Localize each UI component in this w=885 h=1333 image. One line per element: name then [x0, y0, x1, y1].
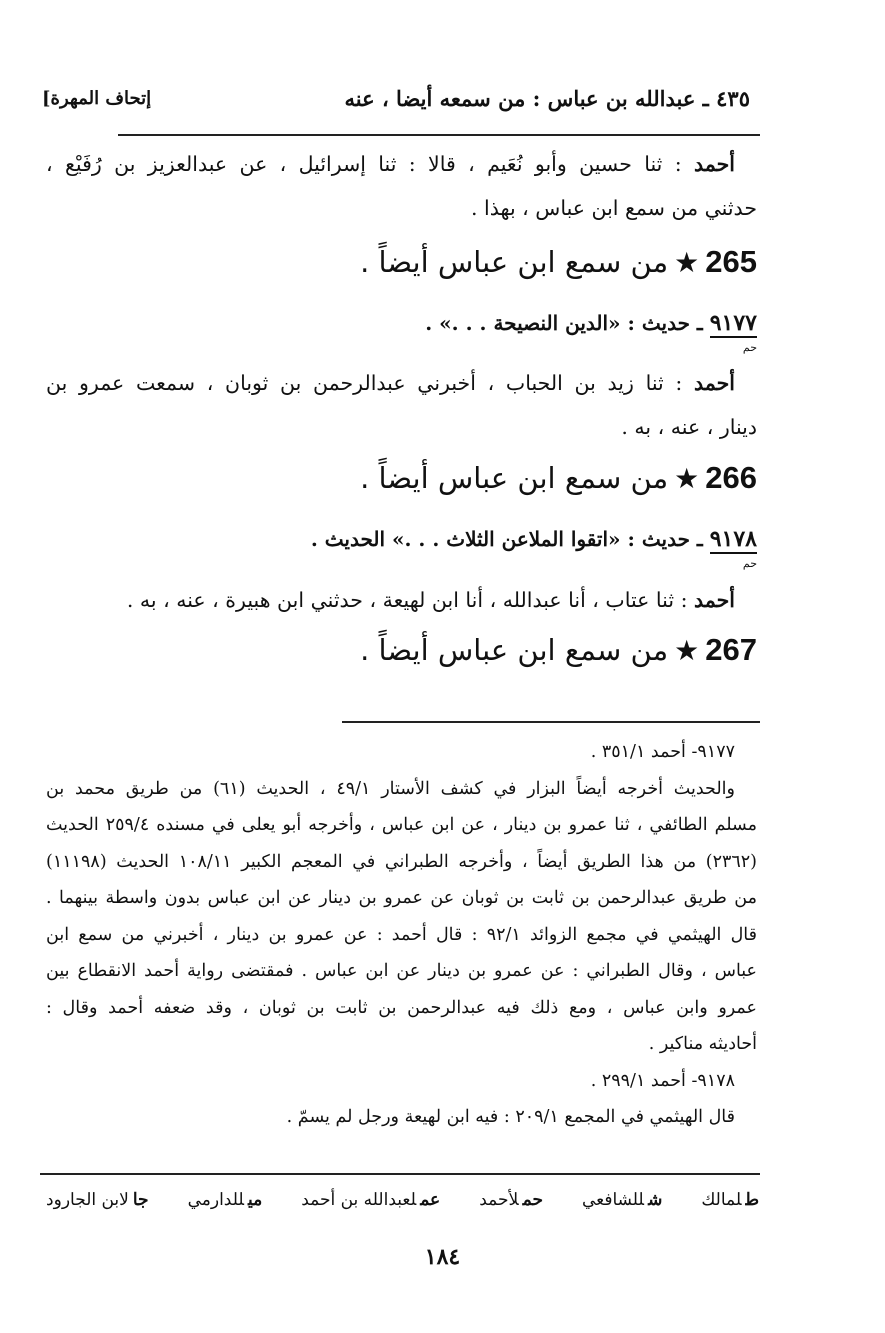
section-heading	[360, 244, 757, 280]
footnote-line: قال الهيثمي في مجمع الزوائد ٩٢/١ : قال أحمد : عن عمرو بن دينار ، أخبرني من سمع ابن	[46, 924, 757, 945]
narrator-lead: أحمد	[694, 588, 735, 612]
legend-item: جالابن الجارود	[46, 1190, 149, 1210]
narrator-lead: أحمد	[694, 371, 735, 395]
intro-line-1-text: : ثنا حسين وأبو نُعَيم ، قالا : ثنا إسرائيل ، عن عبدالعزيز بن رُفَيْع ،	[46, 152, 682, 176]
section-heading	[360, 632, 757, 668]
section-number: 266	[705, 460, 757, 495]
footnote-line: من طريق عبدالرحمن بن ثابت بن ثوبان عن عمرو بن دينار عن ابن عباس بدون واسطة بينهما .	[46, 888, 757, 908]
legend-divider	[40, 1173, 760, 1175]
hadith-matn: «الدين النصيحة . . .» .	[425, 311, 621, 335]
hadith-label: ـ حديث :	[627, 527, 703, 551]
page-number: ١٨٤	[424, 1244, 461, 1270]
section-title-text: من سمع ابن عباس أيضاً .	[360, 461, 669, 495]
intro-line-2: حدثني من سمع ابن عباس ، بهذا .	[471, 196, 757, 220]
section-number: 265	[705, 244, 757, 279]
isnad-line-1-text: : ثنا عتاب ، أنا عبدالله ، أنا ابن لهيعة ، حدثني ابن هبيرة ، عنه ، به .	[126, 588, 688, 612]
legend-item: حملأحمد	[479, 1190, 543, 1210]
intro-paragraph	[46, 142, 757, 230]
footnote-line: قال الهيثمي في المجمع ٢٠٩/١ : فيه ابن لهيعة ورجل لم يسمّ .	[286, 1107, 735, 1127]
footnote-line: والحديث أخرجه أيضاً البزار في كشف الأستار ٤٩/١ ، الحديث (٦١) من طريق محمد بن	[46, 778, 735, 799]
isnad-paragraph	[46, 361, 757, 449]
legend-item: ميللدارمي	[187, 1190, 263, 1210]
hadith-number: ٩١٧٨	[709, 526, 757, 552]
footnote-line: (٢٣٦٢) من هذا الطريق أيضاً ، وأخرجه الطبراني في المعجم الكبير ١٠٨/١١ الحديث (١١١٩٨)	[46, 851, 757, 872]
section-number: 267	[705, 632, 757, 667]
hadith-heading	[425, 310, 757, 336]
legend-item: عملعبدالله بن أحمد	[301, 1190, 441, 1210]
footnote-line: ٩١٧٧- أحمد ٣٥١/١ .	[590, 742, 735, 762]
hadith-heading	[311, 526, 757, 552]
running-header-book-title: [إتحاف المهرة	[42, 88, 152, 109]
isnad-line-1	[46, 578, 757, 622]
footnote-line: أحاديثه مناكير .	[648, 1034, 757, 1054]
source-sigla: حم	[742, 341, 757, 354]
sigla-legend	[46, 1190, 759, 1210]
hadith-label: ـ حديث :	[627, 311, 703, 335]
star-icon: ★	[674, 462, 700, 495]
section-title-text: من سمع ابن عباس أيضاً .	[360, 245, 669, 279]
section-title-text: من سمع ابن عباس أيضاً .	[360, 633, 669, 667]
source-sigla: حم	[742, 557, 757, 570]
legend-item: شللشافعي	[581, 1190, 663, 1210]
header-divider	[118, 134, 760, 136]
narrator-lead: أحمد	[694, 152, 735, 176]
hadith-number: ٩١٧٧	[709, 310, 757, 336]
star-icon: ★	[674, 246, 700, 279]
isnad-line-1-text: : ثنا زيد بن الحباب ، أخبرني عبدالرحمن بن ثوبان ، سمعت عمرو بن	[46, 371, 683, 395]
footnote-line: مسلم الطائفي ، ثنا عمرو بن دينار ، عن ابن عباس ، وأخرجه أبو يعلى في مسنده ٢٥٩/٤ الحديث	[46, 815, 757, 835]
footnote-line: ٩١٧٨- أحمد ٢٩٩/١ .	[590, 1070, 735, 1091]
intro-line-1	[46, 142, 757, 186]
isnad-line-2: دينار ، عنه ، به .	[621, 415, 757, 439]
isnad-line-1	[46, 361, 757, 405]
star-icon: ★	[674, 634, 700, 667]
footnotes	[46, 734, 757, 1136]
footnote-line: عباس ، وقال الطبراني : عن عمرو بن دينار عن ابن عباس . فمقتضى رواية أحمد الانقطاع بين	[46, 961, 757, 981]
running-header-chapter: ٤٣٥ ـ عبدالله بن عباس : من سمعه أيضا ، عنه	[344, 86, 750, 111]
legend-item: طلمالك	[701, 1190, 759, 1210]
section-heading	[360, 460, 757, 496]
isnad-paragraph	[46, 578, 757, 622]
footnote-divider	[342, 721, 760, 723]
footnote-line: عمرو وابن عباس ، ومع ذلك فيه عبدالرحمن بن ثابت بن ثوبان ، وقد ضعفه أحمد وقال :	[46, 997, 757, 1018]
hadith-matn: «اتقوا الملاعن الثلاث . . .» الحديث .	[310, 527, 621, 551]
